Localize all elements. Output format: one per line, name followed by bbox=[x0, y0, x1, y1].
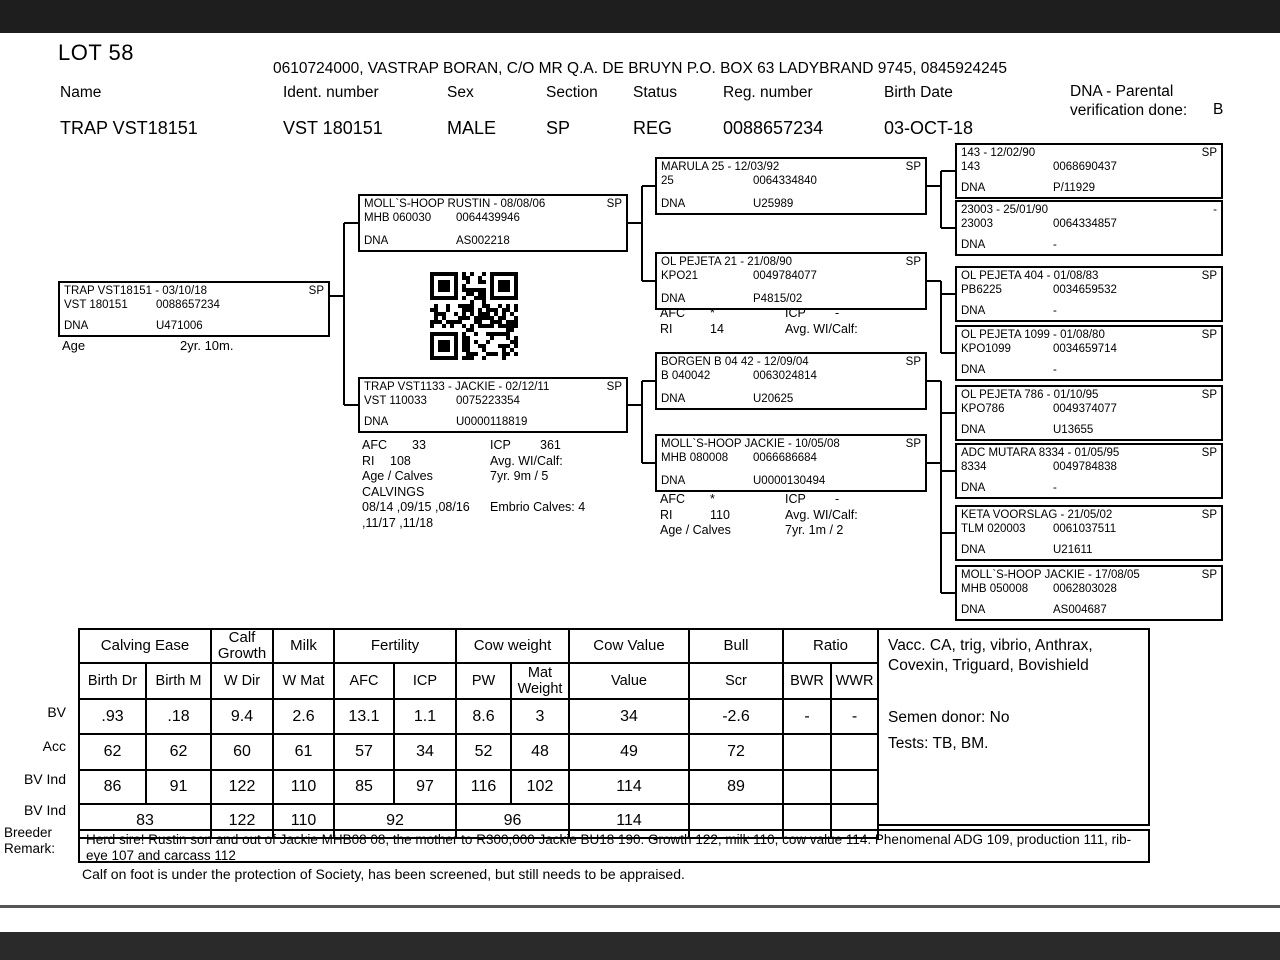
animal-title: OL PEJETA 1099 - 01/08/80 bbox=[961, 329, 1105, 341]
animal-reg: 0064334840 bbox=[753, 175, 817, 187]
age-calves-label: Age / Calves bbox=[660, 523, 731, 537]
status-code: SP bbox=[905, 256, 921, 268]
pedigree-box-ggp-7 bbox=[955, 505, 1223, 561]
icp-label: ICP bbox=[785, 492, 806, 506]
cell: 48 bbox=[511, 734, 569, 770]
calvings-dates: ,11/17 ,11/18 bbox=[362, 515, 434, 530]
dna-code: U20625 bbox=[753, 393, 794, 405]
dna-verification-label: DNA - Parental verification done: bbox=[1070, 83, 1188, 119]
dna-code: U0000130494 bbox=[753, 475, 826, 487]
animal-title: 143 - 12/02/90 bbox=[961, 147, 1036, 159]
group-calving-ease: Calving Ease bbox=[79, 629, 211, 663]
table-row-bv-ind bbox=[79, 770, 878, 804]
cell: .18 bbox=[146, 699, 211, 734]
pedigree-box-grandsire-maternal bbox=[655, 352, 927, 410]
afc-label: AFC bbox=[362, 438, 387, 452]
cell: 97 bbox=[394, 770, 456, 804]
afc-value: * bbox=[710, 306, 715, 320]
dna-verification-value: B bbox=[1213, 101, 1224, 118]
granddam-maternal-stats bbox=[660, 492, 858, 539]
col-value: Value bbox=[569, 663, 689, 699]
lot-number: LOT 58 bbox=[58, 40, 134, 65]
tests-text: Tests: TB, BM. bbox=[888, 735, 989, 752]
animal-title: 23003 - 25/01/90 bbox=[961, 204, 1048, 216]
cell: 34 bbox=[394, 734, 456, 770]
status-code: SP bbox=[606, 198, 622, 210]
pedigree-box-ggp-4 bbox=[955, 325, 1223, 381]
pedigree-box-granddam-paternal bbox=[655, 252, 927, 310]
footer-divider-line bbox=[0, 905, 1280, 908]
animal-title: TRAP VST1133 - JACKIE - 02/12/11 bbox=[364, 381, 550, 393]
animal-id: B 040042 bbox=[661, 370, 711, 382]
animal-reg: 0034659532 bbox=[1053, 284, 1117, 296]
group-milk: Milk bbox=[273, 629, 334, 663]
animal-id: 23003 bbox=[961, 218, 993, 230]
status-code: SP bbox=[606, 381, 622, 393]
cell bbox=[831, 770, 878, 804]
animal-title: KETA VOORSLAG - 21/05/02 bbox=[961, 509, 1113, 521]
field-value: VST 180151 bbox=[283, 118, 383, 138]
col-w-dir: W Dir bbox=[211, 663, 273, 699]
cell: 3 bbox=[511, 699, 569, 734]
status-code: SP bbox=[1201, 389, 1217, 401]
animal-id: PB6225 bbox=[961, 284, 1002, 296]
cell bbox=[783, 734, 831, 770]
cell: 1.1 bbox=[394, 699, 456, 734]
field-sex bbox=[447, 84, 496, 139]
field-value: 03-OCT-18 bbox=[884, 118, 974, 138]
col-wwr: WWR bbox=[831, 663, 878, 699]
dna-label: DNA bbox=[961, 424, 986, 436]
field-value: TRAP VST18151 bbox=[60, 118, 198, 138]
status-code: SP bbox=[1201, 447, 1217, 459]
cell: 86 bbox=[79, 770, 146, 804]
dna-code: - bbox=[1053, 482, 1057, 494]
afc-label: AFC bbox=[660, 492, 685, 506]
pedigree-box-ggp-5 bbox=[955, 385, 1223, 441]
ri-label: RI bbox=[362, 453, 375, 468]
animal-id: VST 110033 bbox=[364, 395, 427, 407]
field-label: Name bbox=[60, 84, 102, 101]
calvings-label: CALVINGS bbox=[362, 484, 425, 499]
pedigree-box-ggp-8 bbox=[955, 565, 1223, 621]
dna-code: AS004687 bbox=[1053, 604, 1107, 616]
ri-label: RI bbox=[660, 507, 673, 522]
dna-label: DNA bbox=[961, 182, 986, 194]
icp-label: ICP bbox=[490, 438, 511, 452]
breeding-values-table bbox=[78, 628, 879, 839]
calvings-dates: 08/14 ,09/15 ,08/16 bbox=[362, 500, 470, 514]
age-calves-label: Age / Calves bbox=[362, 469, 433, 483]
pedigree-box-dam bbox=[358, 377, 628, 433]
status-code: SP bbox=[1201, 147, 1217, 159]
animal-reg: 0049374077 bbox=[1053, 403, 1117, 415]
cell: 89 bbox=[689, 770, 783, 804]
animal-id: 143 bbox=[961, 161, 981, 173]
dna-code: U21611 bbox=[1053, 544, 1093, 556]
dna-label: DNA bbox=[961, 305, 986, 317]
dna-label: DNA bbox=[961, 364, 986, 376]
animal-id: MHB 050008 bbox=[961, 583, 1029, 595]
row-label-acc: Acc bbox=[42, 738, 66, 754]
vaccination-info-box bbox=[877, 628, 1150, 826]
dna-code: U13655 bbox=[1053, 424, 1094, 436]
dna-label: DNA bbox=[364, 235, 389, 247]
field-reg-number bbox=[723, 84, 823, 139]
avg-wi-calf-label: Avg. WI/Calf: bbox=[785, 321, 858, 336]
col-scr: Scr bbox=[689, 663, 783, 699]
pedigree-box-ggp-2 bbox=[955, 200, 1223, 256]
animal-reg: 0034659714 bbox=[1053, 343, 1117, 355]
col-mat-weight: Mat Weight bbox=[511, 663, 569, 699]
col-birth-dr: Birth Dr bbox=[79, 663, 146, 699]
dna-label: DNA bbox=[661, 198, 686, 210]
dna-label: DNA bbox=[961, 604, 986, 616]
dna-code: U25989 bbox=[753, 198, 794, 210]
animal-title: MOLL`S-HOOP JACKIE - 10/05/08 bbox=[661, 438, 840, 450]
animal-id: 25 bbox=[661, 175, 674, 187]
animal-reg: 0068690437 bbox=[1053, 161, 1117, 173]
status-code: SP bbox=[905, 356, 921, 368]
field-value: 0088657234 bbox=[723, 118, 824, 138]
dna-label: DNA bbox=[961, 544, 986, 556]
dna-label: DNA bbox=[961, 482, 986, 494]
icp-label: ICP bbox=[785, 306, 806, 320]
dna-code: - bbox=[1053, 305, 1057, 317]
field-value: MALE bbox=[447, 118, 497, 138]
animal-title: MARULA 25 - 12/03/92 bbox=[661, 161, 780, 173]
ri-value: 108 bbox=[390, 453, 411, 468]
bottom-bar bbox=[0, 932, 1280, 960]
cell: 110 bbox=[273, 804, 334, 838]
field-label: Sex bbox=[447, 84, 474, 101]
cell: 83 bbox=[79, 804, 211, 838]
field-status bbox=[633, 84, 677, 139]
dna-code: U471006 bbox=[156, 320, 203, 332]
semen-donor-text: Semen donor: No bbox=[888, 709, 1010, 726]
animal-id: 8334 bbox=[961, 461, 987, 473]
cell: 122 bbox=[211, 770, 273, 804]
pedigree-box-animal bbox=[58, 281, 330, 337]
pedigree-box-ggp-3 bbox=[955, 266, 1223, 322]
icp-value: - bbox=[835, 492, 840, 506]
table-group-header-row bbox=[79, 629, 878, 663]
top-bar bbox=[0, 0, 1280, 33]
icp-value: - bbox=[835, 306, 840, 320]
animal-title: OL PEJETA 786 - 01/10/95 bbox=[961, 389, 1099, 401]
society-note: Calf on foot is under the protection of Society, has been screened, but still needs to be appraised. bbox=[82, 866, 685, 882]
pedigree-box-sire bbox=[358, 194, 628, 252]
status-code: SP bbox=[1201, 270, 1217, 282]
field-label: Section bbox=[546, 84, 598, 101]
field-name bbox=[60, 84, 198, 139]
col-bwr: BWR bbox=[783, 663, 831, 699]
breeder-remark-label: Breeder Remark: bbox=[4, 825, 56, 856]
status-code: SP bbox=[1201, 509, 1217, 521]
col-birth-m: Birth M bbox=[146, 663, 211, 699]
field-birth-date bbox=[884, 84, 973, 139]
cell: 92 bbox=[334, 804, 456, 838]
row-label-bv-ind: BV Ind bbox=[23, 771, 66, 787]
icp-value: 361 bbox=[540, 438, 561, 452]
cell: 34 bbox=[569, 699, 689, 734]
afc-value: 33 bbox=[412, 438, 426, 452]
field-value: SP bbox=[546, 118, 571, 138]
field-label: Birth Date bbox=[884, 84, 953, 101]
embrio-calves: Embrio Calves: 4 bbox=[490, 500, 586, 514]
age-calves-value: 7yr. 9m / 5 bbox=[490, 469, 549, 483]
group-cow-value: Cow Value bbox=[569, 629, 689, 663]
dna-label: DNA bbox=[961, 239, 986, 251]
animal-id: KPO1099 bbox=[961, 343, 1011, 355]
animal-id: KPO21 bbox=[661, 270, 699, 282]
status-code: SP bbox=[905, 438, 921, 450]
dna-label: DNA bbox=[364, 416, 389, 428]
animal-title: OL PEJETA 404 - 01/08/83 bbox=[961, 270, 1099, 282]
dna-label: DNA bbox=[661, 293, 686, 305]
cell: - bbox=[831, 699, 878, 734]
animal-id: MHB 080008 bbox=[661, 452, 729, 464]
cell: 2.6 bbox=[273, 699, 334, 734]
cell bbox=[831, 734, 878, 770]
status-code: SP bbox=[905, 161, 921, 173]
field-label: Status bbox=[633, 84, 677, 101]
animal-reg: 0075223354 bbox=[456, 395, 520, 407]
dna-code: U0000118819 bbox=[456, 416, 528, 428]
age-calves-value: 7yr. 1m / 2 bbox=[785, 523, 844, 537]
animal-title: MOLL`S-HOOP JACKIE - 17/08/05 bbox=[961, 569, 1140, 581]
afc-value: * bbox=[710, 492, 715, 506]
table-row-acc bbox=[79, 734, 878, 770]
avg-wi-calf-label: Avg. WI/Calf: bbox=[490, 453, 563, 468]
pedigree-box-ggp-1 bbox=[955, 143, 1223, 199]
cell: .93 bbox=[79, 699, 146, 734]
animal-id: KPO786 bbox=[961, 403, 1005, 415]
cell: 114 bbox=[569, 770, 689, 804]
ri-value: 110 bbox=[710, 507, 730, 522]
dna-code: P4815/02 bbox=[753, 293, 803, 305]
table-subheader-row bbox=[79, 663, 878, 699]
cell: 85 bbox=[334, 770, 394, 804]
animal-id: TLM 020003 bbox=[961, 523, 1026, 535]
cell: 52 bbox=[456, 734, 511, 770]
animal-reg: 0049784838 bbox=[1053, 461, 1117, 473]
age-label: Age bbox=[62, 338, 86, 353]
col-icp: ICP bbox=[394, 663, 456, 699]
pedigree-box-ggp-6 bbox=[955, 443, 1223, 499]
animal-id: VST 180151 bbox=[64, 299, 128, 311]
animal-id: MHB 060030 bbox=[364, 212, 432, 224]
dna-code: - bbox=[1053, 364, 1057, 376]
afc-label: AFC bbox=[660, 306, 685, 320]
group-calf-growth: Calf Growth bbox=[211, 629, 273, 663]
dam-fertility-stats bbox=[362, 438, 585, 531]
ri-label: RI bbox=[660, 321, 673, 336]
cell: 9.4 bbox=[211, 699, 273, 734]
status-code: - bbox=[1213, 204, 1217, 216]
cell: 122 bbox=[211, 804, 273, 838]
group-cow-weight: Cow weight bbox=[456, 629, 569, 663]
cell: 72 bbox=[689, 734, 783, 770]
ri-value: 14 bbox=[710, 321, 724, 336]
dna-label: DNA bbox=[661, 393, 686, 405]
animal-reg: 0088657234 bbox=[156, 299, 220, 311]
field-label: Ident. number bbox=[283, 84, 379, 101]
animal-title: TRAP VST18151 - 03/10/18 bbox=[64, 285, 207, 297]
group-ratio: Ratio bbox=[783, 629, 878, 663]
row-label-bv-ind-2: BV Ind bbox=[23, 802, 66, 818]
field-value: REG bbox=[633, 118, 673, 138]
animal-reg: 0061037511 bbox=[1053, 523, 1117, 535]
status-code: SP bbox=[308, 285, 324, 297]
group-bull: Bull bbox=[689, 629, 783, 663]
col-w-mat: W Mat bbox=[273, 663, 334, 699]
qr-code bbox=[430, 272, 518, 360]
cell: 110 bbox=[273, 770, 334, 804]
cell bbox=[783, 770, 831, 804]
animal-reg: 0049784077 bbox=[753, 270, 817, 282]
cell: 49 bbox=[569, 734, 689, 770]
animal-reg: 0062803028 bbox=[1053, 583, 1117, 595]
pedigree-box-grandsire-paternal bbox=[655, 157, 927, 215]
vaccination-text: Vacc. CA, trig, vibrio, Anthrax, Covexin, Triguard, Bovishield bbox=[888, 637, 1093, 674]
animal-title: MOLL`S-HOOP RUSTIN - 08/08/06 bbox=[364, 198, 546, 210]
cell: 57 bbox=[334, 734, 394, 770]
dna-code: - bbox=[1053, 239, 1057, 251]
group-fertility: Fertility bbox=[334, 629, 456, 663]
cell: 13.1 bbox=[334, 699, 394, 734]
field-label: Reg. number bbox=[723, 84, 813, 101]
cell: 116 bbox=[456, 770, 511, 804]
breeder-contact-line: 0610724000, VASTRAP BORAN, C/O MR Q.A. DE BRUYN P.O. BOX 63 LADYBRAND 9745, 0845924245 bbox=[272, 60, 1008, 77]
animal-reg: 0064439946 bbox=[456, 212, 520, 224]
status-code: SP bbox=[1201, 569, 1217, 581]
cell: 8.6 bbox=[456, 699, 511, 734]
dna-label: DNA bbox=[64, 320, 89, 332]
field-section bbox=[546, 84, 598, 139]
cell: 60 bbox=[211, 734, 273, 770]
avg-wi-calf-label: Avg. WI/Calf: bbox=[785, 507, 858, 522]
animal-title: OL PEJETA 21 - 21/08/90 bbox=[661, 256, 793, 268]
cell: -2.6 bbox=[689, 699, 783, 734]
cell: 62 bbox=[146, 734, 211, 770]
cell: 91 bbox=[146, 770, 211, 804]
cell: 114 bbox=[569, 804, 689, 838]
pedigree-box-granddam-maternal bbox=[655, 434, 927, 492]
animal-reg: 0064334857 bbox=[1053, 218, 1117, 230]
animal-reg: 0066686684 bbox=[753, 452, 817, 464]
cell: 62 bbox=[79, 734, 146, 770]
col-afc: AFC bbox=[334, 663, 394, 699]
cell: - bbox=[783, 699, 831, 734]
animal-reg: 0063024814 bbox=[753, 370, 817, 382]
dna-code: AS002218 bbox=[456, 235, 510, 247]
col-pw: PW bbox=[456, 663, 511, 699]
granddam-paternal-stats bbox=[660, 306, 858, 337]
age-value: 2yr. 10m. bbox=[180, 338, 234, 353]
animal-age-row bbox=[62, 338, 233, 353]
field-ident-number bbox=[283, 84, 383, 139]
animal-title: ADC MUTARA 8334 - 01/05/95 bbox=[961, 447, 1120, 459]
table-row-bv bbox=[79, 699, 878, 734]
cell: 61 bbox=[273, 734, 334, 770]
cell: 96 bbox=[456, 804, 569, 838]
animal-title: BORGEN B 04 42 - 12/09/04 bbox=[661, 356, 809, 368]
status-code: SP bbox=[1201, 329, 1217, 341]
cell: 102 bbox=[511, 770, 569, 804]
dna-label: DNA bbox=[661, 475, 686, 487]
row-label-bv: BV bbox=[47, 704, 66, 720]
dna-code: P/11929 bbox=[1053, 182, 1095, 194]
breeder-remark-text: Herd sire! Rustin son and out of Jackie MHB08 08, the mother to R300,000 Jackie BU18 190. Growth 122, milk 110, cow value 114. Phenomenal ADG 109, production 111, rib-eye 107 and carcass 112 bbox=[78, 829, 1150, 863]
